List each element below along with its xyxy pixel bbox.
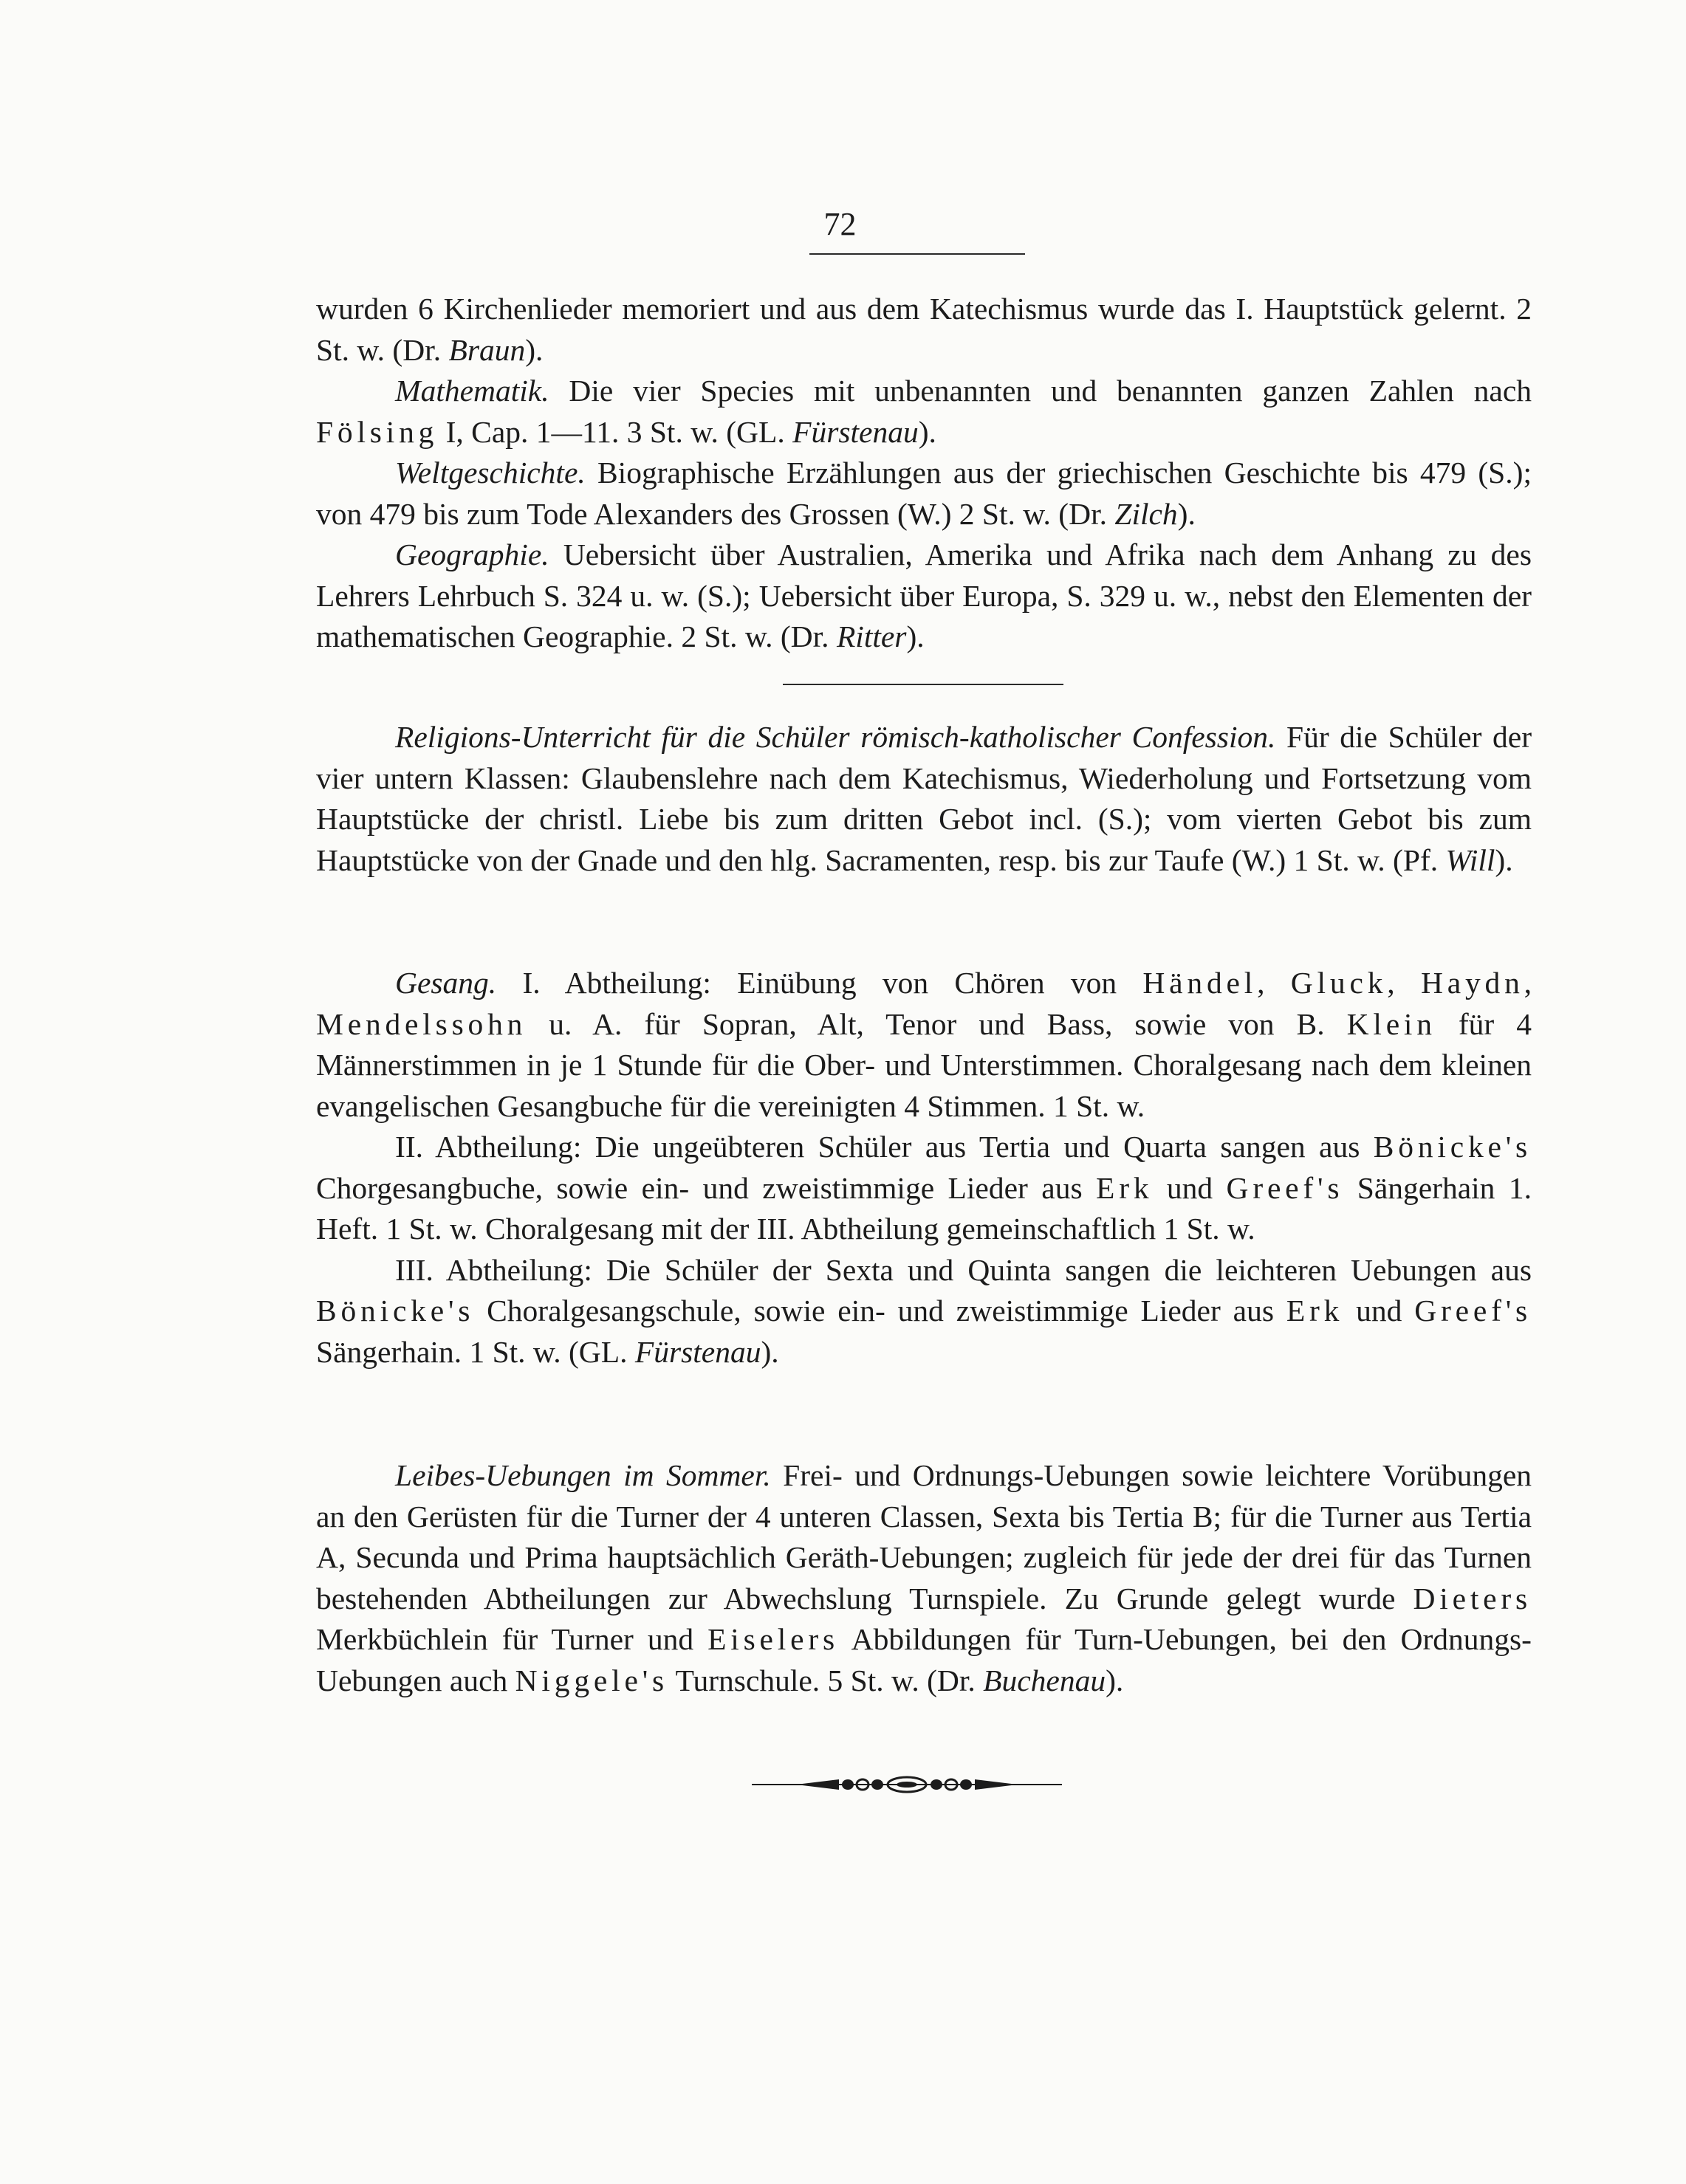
paragraph-religion-end: wurden 6 Kirchenlieder memoriert und aus dem Katechismus wurde das I. Hauptstück gelernt. 2 St. w. (Dr. Braun). — [316, 292, 1532, 367]
paragraph-gesang-abtheilung-2: II. Abtheilung: Die ungeübteren Schüler aus Tertia und Quarta sangen aus Bönicke's Chorgesangbuche, sowie ein- und zweistimmige Lieder aus Erk und Greef's Sängerhain 1. Heft. 1 St. w. Choralgesang mit der III. Abtheilung gemeinschaftlich 1 St. w. — [316, 1130, 1532, 1246]
page-number — [0, 205, 1686, 243]
section-gesang — [316, 963, 1532, 1373]
page-number-text: 72 — [823, 206, 857, 242]
composer-name: Händel — [1142, 966, 1258, 1000]
teacher-name: Will — [1445, 842, 1495, 877]
author-name: Erk — [1286, 1294, 1344, 1328]
composer-name: Gluck — [1290, 966, 1388, 1000]
paragraph-religions-unterricht: Religions-Unterricht für die Schüler römisch-katholischer Confession. Für die Schüler der vier untern Klassen: Glaubenslehre nach dem Katechismus, Wiederholung und Fortsetzung vom Hauptstücke der christl. Liebe bis zum dritten Gebot incl. (S.); vom vierten Gebot bis zum Hauptstücke von der Gnade und den hlg. Sacramenten, resp. bis zur Taufe (W.) 1 St. w. (Pf. Will). — [316, 720, 1532, 877]
teacher-name: Fürstenau — [792, 414, 919, 449]
teacher-name: Ritter — [836, 619, 907, 653]
section-religion-math-history-geography — [316, 289, 1532, 658]
header-rule — [809, 253, 1025, 255]
composer-name: Klein — [1346, 1006, 1436, 1041]
section-catholic-religion — [316, 717, 1532, 881]
teacher-name: Buchenau — [983, 1663, 1106, 1697]
teacher-name: Fürstenau — [634, 1334, 761, 1369]
author-name: Bönicke's — [316, 1294, 475, 1328]
section-leibes-uebungen — [316, 1455, 1532, 1701]
composer-name: Mendelssohn — [316, 1006, 527, 1041]
paragraph-gesang-abtheilung-1: Gesang. I. Abtheilung: Einübung von Chören von Händel, Gluck, Haydn, Mendelssohn u. A. für Sopran, Alt, Tenor und Bass, sowie von B. Klein für 4 Männerstimmen in je 1 Stunde für die Ober- und Unterstimmen. Choralgesang nach dem kleinen evangelischen Gesangbuche für die vereinigten 4 Stimmen. 1 St. w. — [316, 966, 1532, 1123]
author-name: Eiselers — [707, 1622, 839, 1656]
paragraph-weltgeschichte: Weltgeschichte. Biographische Erzählungen aus der griechischen Geschichte bis 479 (S.); von 479 bis zum Tode Alexanders des Grossen (W.) 2 St. w. (Dr. Zilch). — [316, 456, 1532, 531]
author-name: Fölsing — [316, 414, 439, 449]
teacher-name: Zilch — [1114, 496, 1178, 531]
subject-heading: Religions-Unterricht für die Schüler römisch-katholischer Confession. — [395, 720, 1276, 754]
author-name: Erk — [1096, 1170, 1154, 1205]
subject-heading: Mathematik. — [395, 374, 549, 408]
subject-heading: Leibes-Uebungen im Sommer. — [395, 1458, 771, 1492]
section-divider — [783, 684, 1063, 685]
paragraph-geographie: Geographie. Uebersicht über Australien, Amerika und Afrika nach dem Anhang zu des Lehrers Lehrbuch S. 324 u. w. (S.); Uebersicht über Europa, S. 329 u. w., nebst den Elementen der mathematischen Geographie. 2 St. w. (Dr. Ritter). — [316, 538, 1532, 653]
author-name: Greef's — [1414, 1294, 1532, 1328]
paragraph-gesang-abtheilung-3: III. Abtheilung: Die Schüler der Sexta und Quinta sangen die leichteren Uebungen aus Bönicke's Choralgesangschule, sowie ein- und zweistimmige Lieder aus Erk und Greef's Sängerhain. 1 St. w. (GL. Fürstenau). — [316, 1252, 1532, 1369]
teacher-name: Braun — [448, 332, 526, 367]
composer-name: Haydn — [1420, 966, 1524, 1000]
author-name: Niggele's — [515, 1663, 668, 1697]
subject-heading: Weltgeschichte. — [395, 456, 586, 490]
author-name: Greef's — [1226, 1170, 1344, 1205]
author-name: Dieters — [1413, 1581, 1532, 1615]
subject-heading: Gesang. — [395, 966, 497, 1000]
paragraph-mathematik: Mathematik. Die vier Species mit unbenannten und benannten ganzen Zahlen nach Fölsing I, Cap. 1—11. 3 St. w. (GL. Fürstenau). — [316, 374, 1532, 449]
author-name: Bönicke's — [1373, 1130, 1532, 1164]
end-ornament-icon — [752, 1770, 1062, 1799]
paragraph-leibes-uebungen: Leibes-Uebungen im Sommer. Frei- und Ordnungs-Uebungen sowie leichtere Vorübungen an den Gerüsten für die Turner der 4 unteren Classen, Sexta bis Tertia B; für die Turner aus Tertia A, Secunda und Prima hauptsächlich Geräth-Uebungen; zugleich für jede der drei für das Turnen bestehenden Abtheilungen zur Abwechslung Turnspiele. Zu Grunde gelegt wurde Dieters Merkbüchlein für Turner und Eiselers Abbildungen für Turn-Uebungen, bei den Ordnungs-Uebungen auch Niggele's Turnschule. 5 St. w. (Dr. Buchenau). — [316, 1458, 1532, 1697]
subject-heading: Geographie. — [395, 538, 549, 571]
